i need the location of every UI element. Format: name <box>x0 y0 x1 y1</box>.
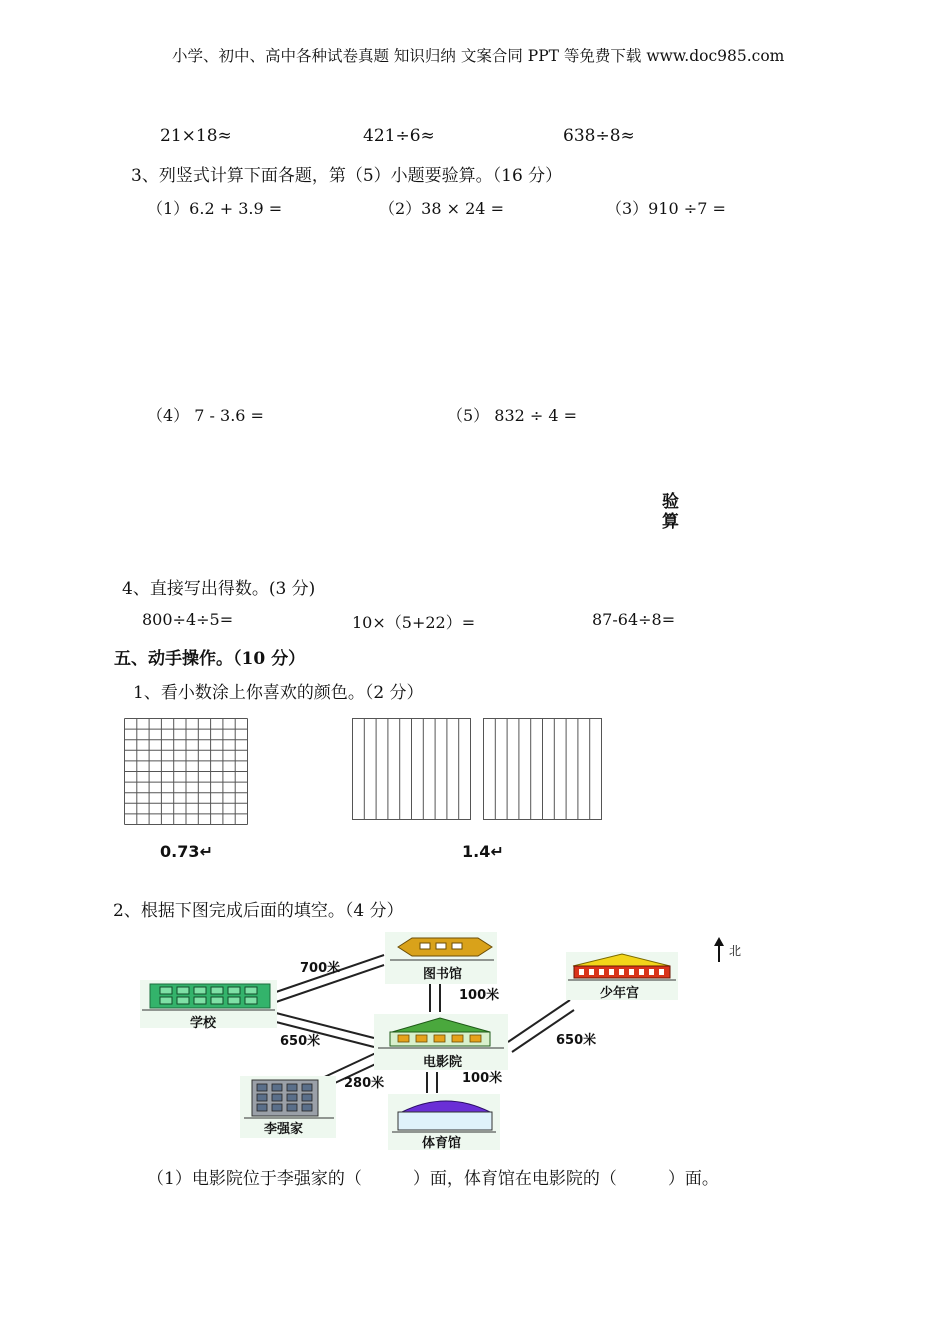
window <box>228 987 240 994</box>
window <box>579 969 584 975</box>
window <box>649 969 654 975</box>
library-label: 图书馆 <box>423 967 463 982</box>
estimate-item-1: 21×18≈ <box>160 126 232 146</box>
window <box>272 1094 282 1101</box>
q4-item-3: 87-64÷8= <box>592 610 676 629</box>
window <box>160 987 172 994</box>
window <box>619 969 624 975</box>
window <box>211 987 223 994</box>
section5-title: 五、动手操作。（10 分） <box>114 649 306 669</box>
window <box>257 1084 267 1091</box>
window <box>194 997 206 1004</box>
window <box>629 969 634 975</box>
window <box>194 987 206 994</box>
window <box>287 1094 297 1101</box>
dist-youth-cinema: 650米 <box>556 1033 597 1048</box>
cinema-label: 电影院 <box>423 1055 463 1070</box>
label-1-4: 1.4↵ <box>462 842 504 861</box>
window <box>416 1035 427 1042</box>
window <box>257 1094 267 1101</box>
label-0-73: 0.73↵ <box>160 842 213 861</box>
q3-item-1: （1）6.2 + 3.9 = <box>147 199 283 218</box>
window <box>302 1094 312 1101</box>
window <box>272 1084 282 1091</box>
q3-item-5: （5） 832 ÷ 4 = <box>447 406 578 425</box>
estimate-item-2: 421÷6≈ <box>363 126 435 146</box>
q4-title: 4、直接写出得数。(3 分) <box>122 579 316 599</box>
window <box>177 997 189 1004</box>
window <box>228 997 240 1004</box>
home-label: 李强家 <box>264 1122 304 1137</box>
gym-label: 体育馆 <box>422 1136 462 1151</box>
estimate-item-3: 638÷8≈ <box>563 126 635 146</box>
s5-q2-title: 2、根据下图完成后面的填空。（4 分） <box>113 901 404 921</box>
window <box>398 1035 409 1042</box>
window <box>257 1104 267 1111</box>
window <box>639 969 644 975</box>
q4-item-1: 800÷4÷5= <box>142 610 234 629</box>
window <box>287 1104 297 1111</box>
youth-palace-label: 少年宫 <box>600 986 640 1001</box>
window <box>245 987 257 994</box>
window <box>177 987 189 994</box>
page-header: 小学、初中、高中各种试卷真题 知识归纳 文案合同 PPT 等免费下载 www.doc985.com <box>172 47 785 65</box>
q3-item-3: （3）910 ÷7 = <box>606 199 726 218</box>
school-label: 学校 <box>190 1016 217 1031</box>
q4-item-2: 10×（5+22）= <box>352 613 476 632</box>
window <box>609 969 614 975</box>
window <box>470 1035 481 1042</box>
north-label: 北 <box>729 944 742 958</box>
window <box>302 1104 312 1111</box>
q3-title: 3、列竖式计算下面各题，第（5）小题要验算。（16 分） <box>131 166 563 186</box>
window <box>160 997 172 1004</box>
window <box>589 969 594 975</box>
window <box>211 997 223 1004</box>
north-arrow-icon <box>714 937 724 962</box>
check-label-char-1: 验 <box>662 492 679 512</box>
s5-q1-title: 1、看小数涂上你喜欢的颜色。（2 分） <box>133 683 424 703</box>
q3-item-4: （4） 7 - 3.6 = <box>147 406 264 425</box>
check-label-char-2: 算 <box>662 512 679 532</box>
s5-q2-question-1: （1）电影院位于李强家的（ ）面，体育馆在电影院的（ ）面。 <box>147 1169 719 1189</box>
dist-cinema-gym: 100米 <box>462 1071 503 1086</box>
window <box>599 969 604 975</box>
window <box>272 1104 282 1111</box>
q3-item-2: （2）38 × 24 = <box>379 199 504 218</box>
dist-home-cinema: 280米 <box>344 1076 385 1091</box>
window <box>659 969 664 975</box>
dist-school-library: 700米 <box>300 961 341 976</box>
window <box>245 997 257 1004</box>
window <box>287 1084 297 1091</box>
window <box>452 1035 463 1042</box>
window <box>302 1084 312 1091</box>
dist-school-cinema: 650米 <box>280 1034 321 1049</box>
dist-library-cinema: 100米 <box>459 988 500 1003</box>
window <box>434 1035 445 1042</box>
